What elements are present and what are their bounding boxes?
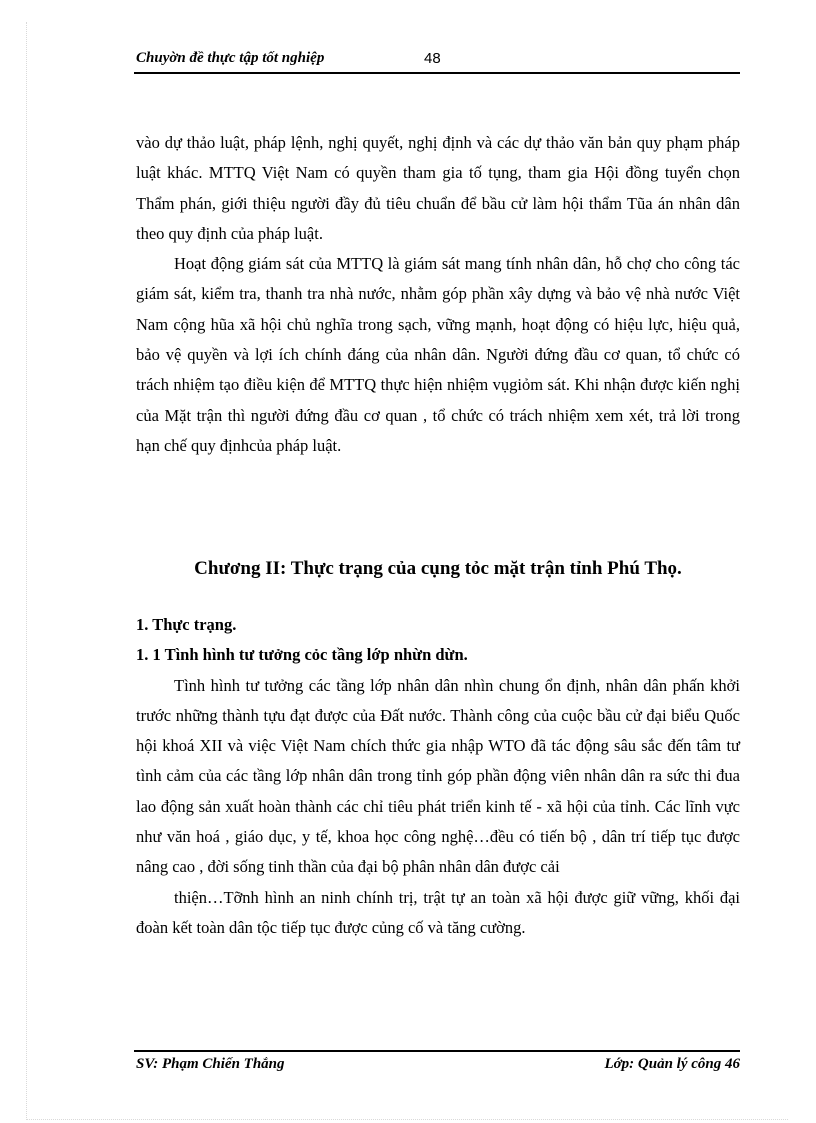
- body-text-bottom: [136, 610, 740, 943]
- header-title: Chuyờn đề thực tập tốt nghiệp: [136, 50, 325, 66]
- page-footer: [134, 1050, 740, 1072]
- footer-student: SV: Phạm Chiến Thắng: [136, 1056, 285, 1072]
- paragraph: Tình hình tư tưởng các tầng lớp nhân dân nhìn chung ổn định, nhân dân phấn khởi trước những thành tựu đạt được của Đất nước. Thành công của cuộc bầu cử đại biểu Quốc hội khoá XII và việc Việt Nam chích thức gia nhập WTO đã tác động sâu sắc đến tâm tư tình cảm của các tầng lớp nhân dân trong tỉnh góp phần động viên nhân dân ra sức thi đua lao động sản xuất hoàn thành các chỉ tiêu phát triển kinh tế - xã hội của tỉnh. Các lĩnh vực như văn hoá , giáo dục, y tế, khoa học công nghệ…đều có tiến bộ , dân trí tiếp tục được nâng cao , đời sống tinh thần của đại bộ phân nhân dân được cải: [136, 675, 740, 877]
- page-header: [134, 46, 740, 74]
- paragraph: vào dự thảo luật, pháp lệnh, nghị quyết, nghị định và các dự thảo văn bản quy phạm pháp luật khác. MTTQ Việt Nam có quyền tham gia tố tụng, tham gia Hội đồng tuyển chọn Thẩm phán, giới thiệu người đầy đủ tiêu chuẩn để bầu cử làm hội thẩm Tũa án nhân dân theo quy định của pháp luật.: [136, 133, 740, 243]
- subsection-heading: 1. 1 Tình hình tư tưởng cỏc tầng lớp nhừn dừn.: [136, 645, 468, 665]
- page-number: 48: [424, 50, 441, 67]
- paragraph: thiện…Tỡnh hình an ninh chính trị, trật tự an toàn xã hội được giữ vững, khối đại đoàn kết toàn dân tộc tiếp tục được củng cố và tăng cường.: [136, 887, 740, 937]
- body-text-top: [136, 128, 740, 461]
- paragraph: Hoạt động giám sát của MTTQ là giám sát mang tính nhân dân, hỗ chợ cho công tác giám sát, kiểm tra, thanh tra nhà nước, nhằm góp phần xây dựng và bảo vệ nhà nước Việt Nam cộng hũa xã hội chủ nghĩa trong sạch, vững mạnh, hoạt động có hiệu lực, hiệu quả, bảo vệ quyền và lợi ích chính đáng của nhân dân. Người đứng đầu cơ quan, tổ chức có trách nhiệm tạo điều kiện để MTTQ thực hiện nhiệm vụgiỏm sát. Khi nhận được kiến nghị của Mặt trận thì người đứng đầu cơ quan , tổ chức có trách nhiệm xem xét, trả lời trong hạn chế quy địnhcủa pháp luật.: [136, 254, 740, 455]
- footer-class: Lớp: Quản lý công 46: [604, 1056, 740, 1072]
- chapter-title: Chương II: Thực trạng của cụng tỏc mặt trận tỉnh Phú Thọ.: [194, 558, 682, 579]
- section-heading: 1. Thực trạng.: [136, 615, 237, 634]
